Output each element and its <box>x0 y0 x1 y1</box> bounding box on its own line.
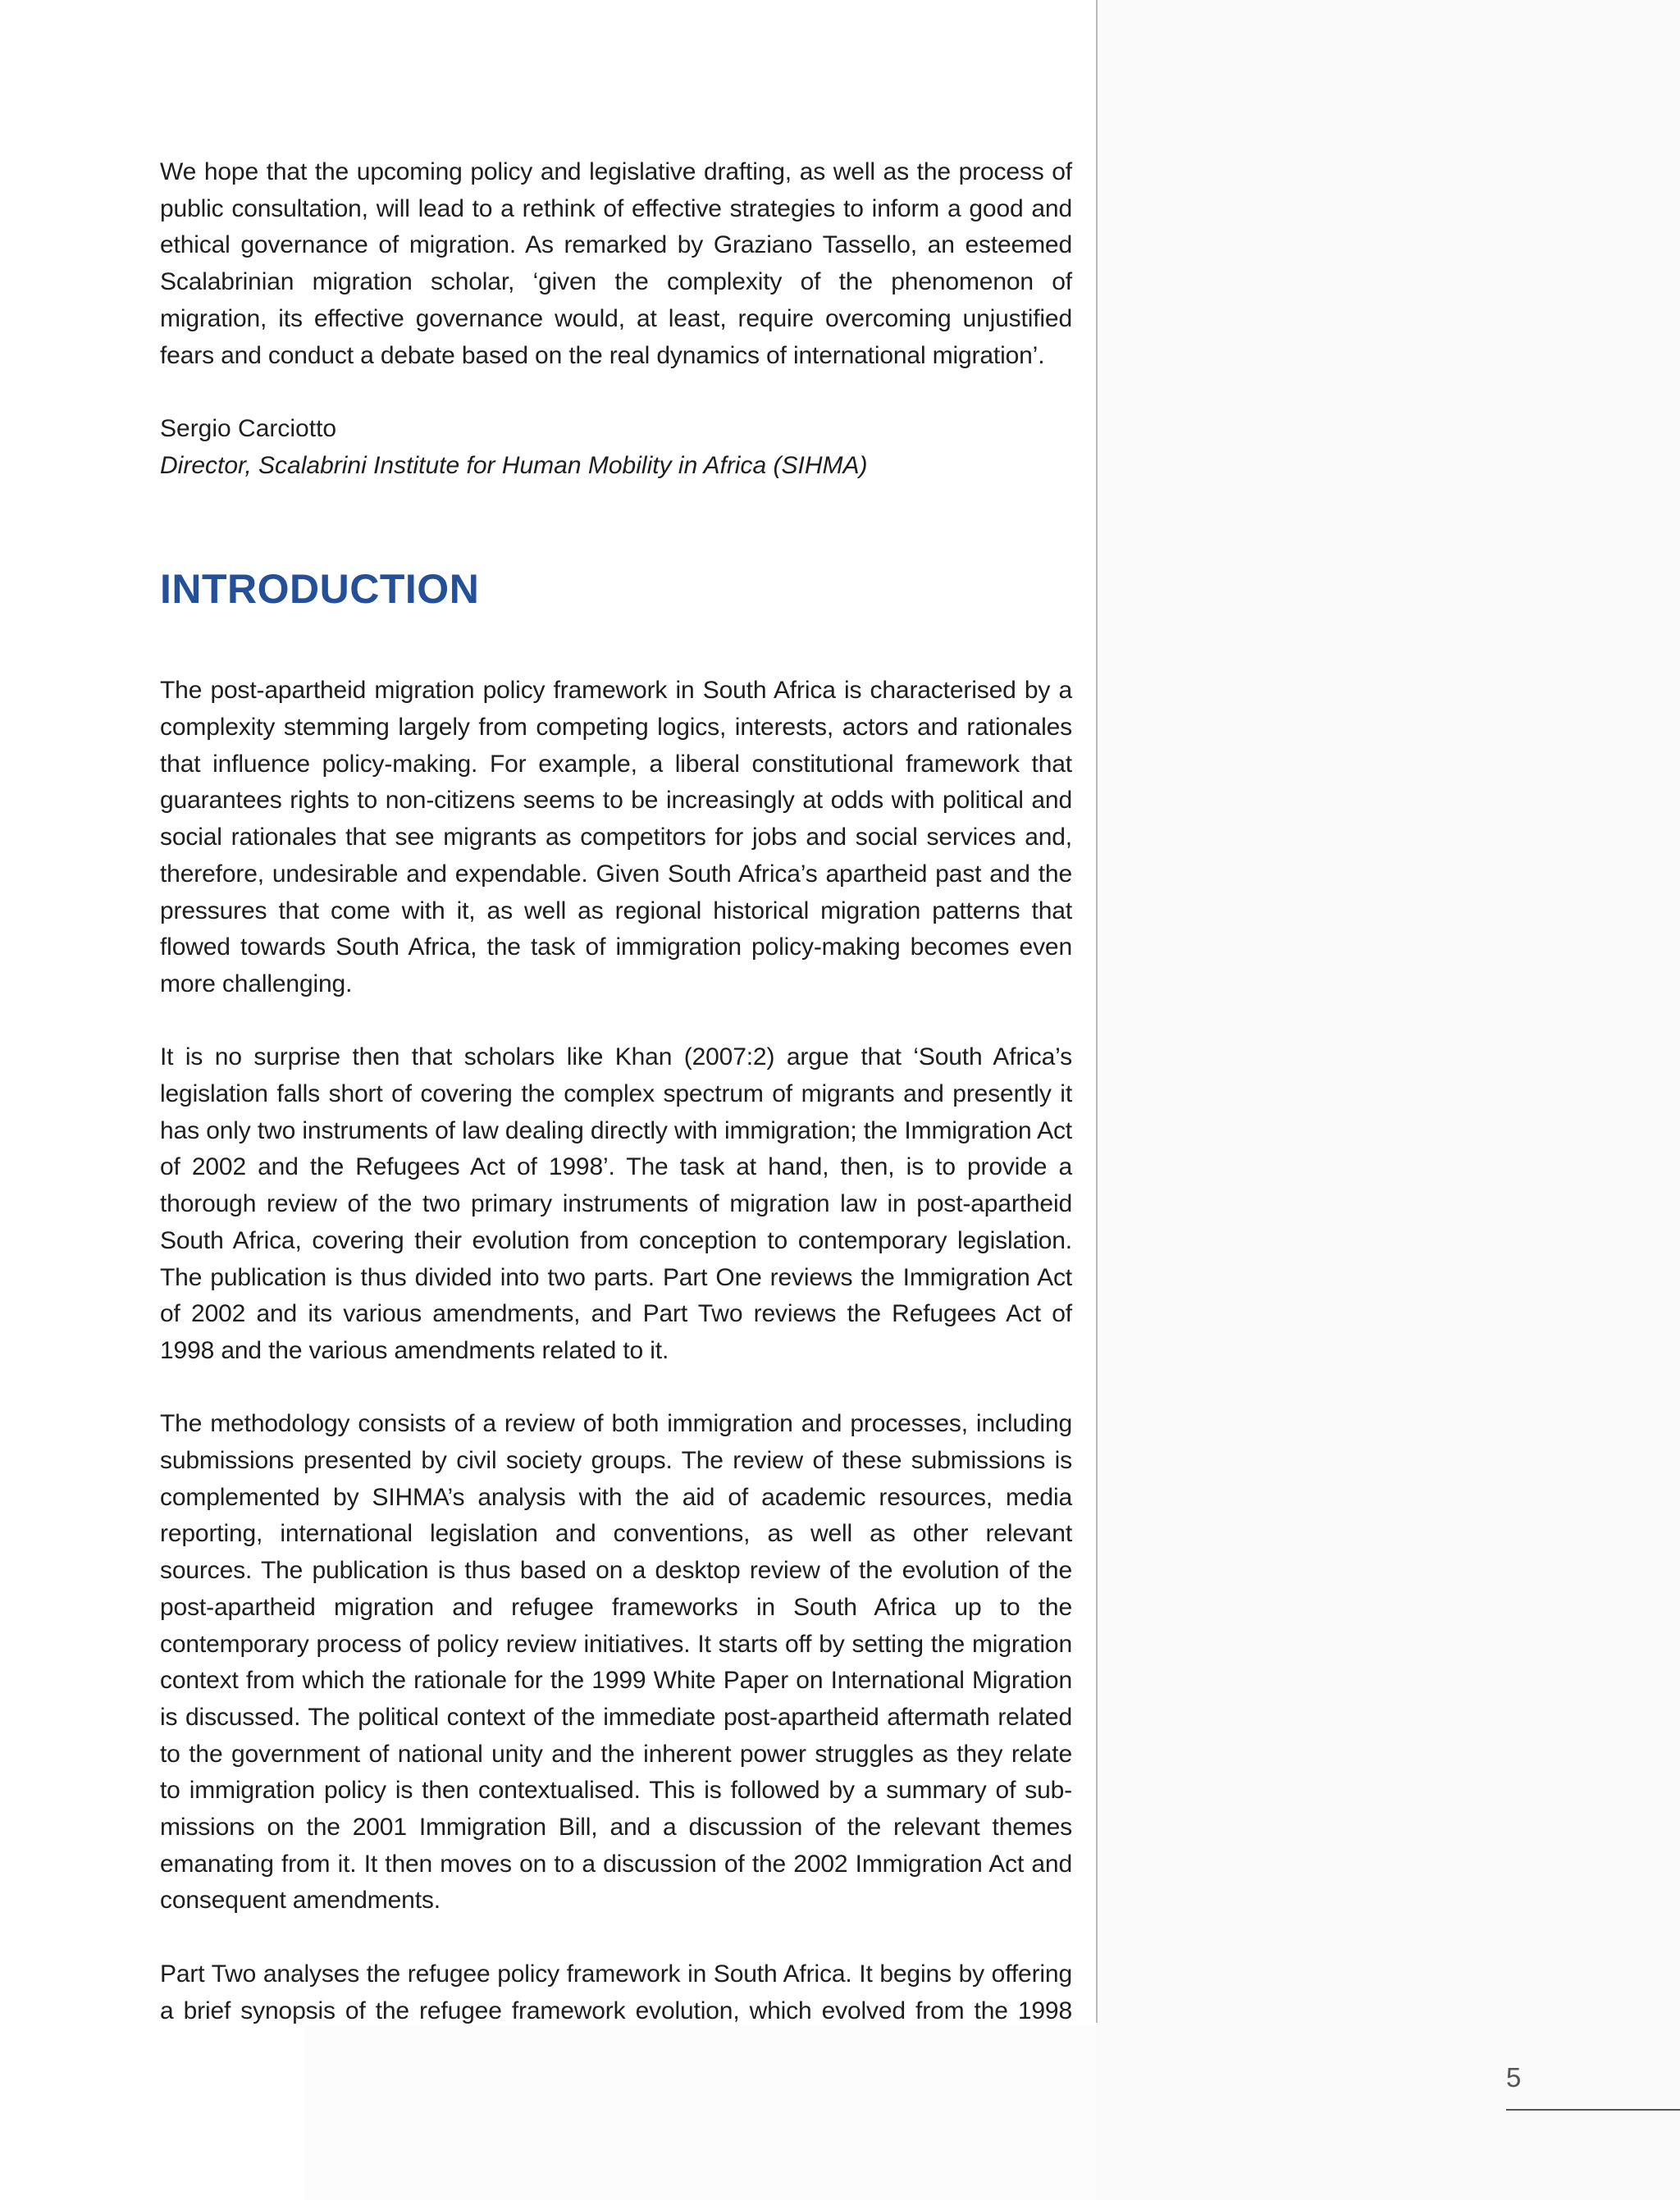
body-paragraph: It is no surprise then that scholars like Khan (2007:2) argue that ‘South Africa’s legislation falls short of covering the complex spectrum of migrants and presently it has only two instruments of law dealing directly with immigration; the Immigration Act of 2002 and the Refugees Act of 1998’. The task at hand, then, is to provide a thorough review of the two primary instruments of migration law in post-apartheid South Africa, covering their evolution from conception to contemporary legislation. The publication is thus divided into two parts. Part One reviews the Immigration Act of 2002 and its various amendments, and Part Two reviews the Refugees Act of 1998 and the various amendments related to it. <box>160 1043 1072 1364</box>
section-heading: INTRODUCTION <box>160 566 480 613</box>
column-divider <box>1096 0 1098 2023</box>
footer-background <box>304 2026 1096 2200</box>
opening-paragraph: We hope that the upcoming policy and legislative drafting, as well as the process of public consultation, will lead to a rethink of effective strategies to inform a good and ethical governance of migration. As remarked by Graziano Tassello, an esteemed Scalabrinian migration scholar, ‘given the complexity of the phenomenon of migration, its effective governance would, at least, require overcoming unjustified fears and conduct a debate based on the real dynamics of international migration’. <box>160 158 1072 369</box>
main-text-column <box>160 154 1072 2029</box>
page-number: 5 <box>1506 2062 1522 2093</box>
page-number-rule <box>1506 2109 1680 2111</box>
body-paragraph: The methodology consists of a review of both immigration and processes, including submissions presented by civil society groups. The review of these submissions is complemented by SIHMA’s analysis with the aid of academic resources, media reporting, international legislation and conventions, as well as other relevant sources. The publication is thus based on a desktop review of the evolution of the post-apartheid migration and refugee frameworks in South Africa up to the contemporary process of policy review initiatives. It starts off by setting the migration context from which the rationale for the 1999 White Paper on International Migration is discussed. The political context of the immediate post-apartheid aftermath related to the government of national unity and the inherent power struggles as they relate to immigration policy is then contextualised. This is followed by a summary of sub-missions on the 2001 Immigration Bill, and a discussion of the relevant themes emanating from it. It then moves on to a discussion of the 2002 Immigration Act and consequent amendments. <box>160 1410 1072 1915</box>
body-paragraph: The post-apartheid migration policy framework in South Africa is characterised by a complexity stemming largely from competing logics, interests, actors and rationales that influence policy-making. For example, a liberal constitutional framework that guarantees rights to non-citizens seems to be increasingly at odds with political and social rationales that see migrants as competitors for jobs and social services and, therefore, undesirable and expendable. Given South Africa’s apartheid past and the pressures that come with it, as well as regional historical migration patterns that flowed towards South Africa, the task of immigration policy-making becomes even more challenging. <box>160 677 1072 997</box>
margin-background <box>1096 0 1680 2200</box>
signature-title: Director, Scalabrini Institute for Human Mobility in Africa (SIHMA) <box>160 451 868 479</box>
signature-name: Sergio Carciotto <box>160 414 337 442</box>
body-paragraph: Part Two analyses the refugee policy framework in South Africa. It begins by offering a brief synopsis of the refugee framework evolution, which evolved from the 1998 <box>160 1960 1072 2024</box>
